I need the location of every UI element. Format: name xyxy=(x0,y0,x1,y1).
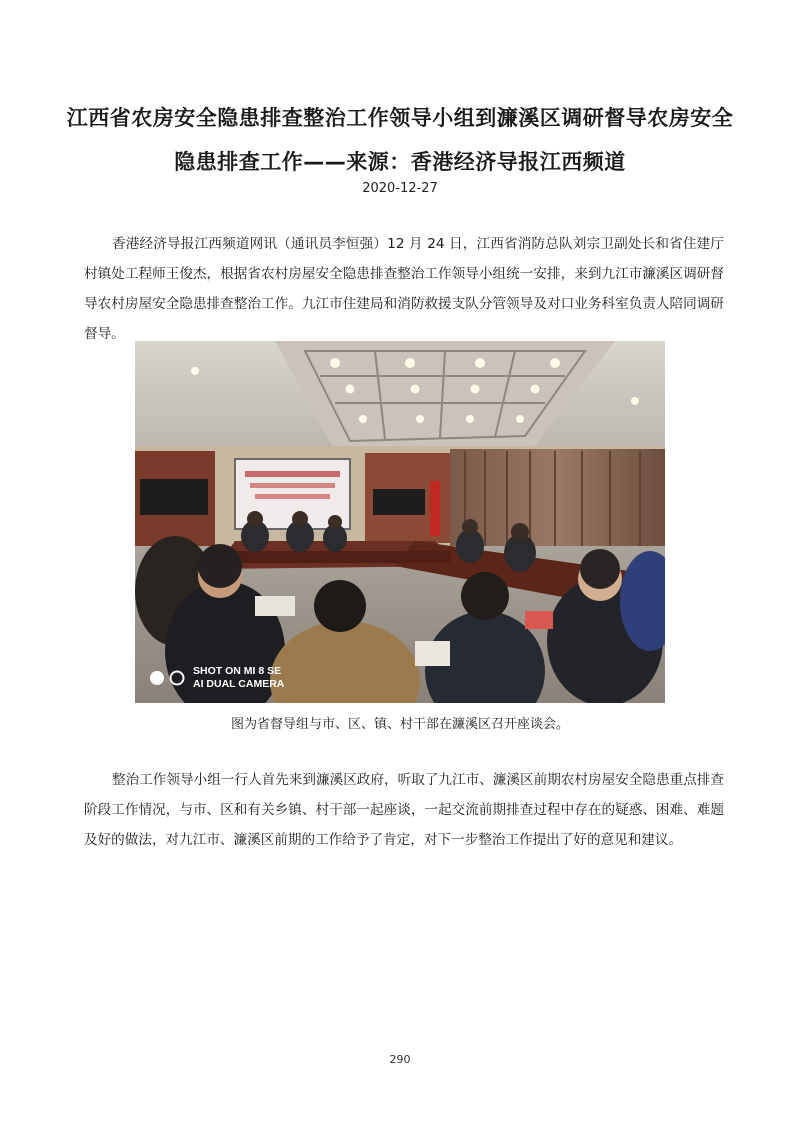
article-title-line-2: 隐患排查工作——来源：香港经济导报江西频道 xyxy=(174,150,626,174)
page-number: 290 xyxy=(389,1053,411,1066)
article-title-line-1: 江西省农房安全隐患排查整治工作领导小组到濂溪区调研督导农房安全 xyxy=(66,106,734,130)
article-paragraph-2: 整治工作领导小组一行人首先来到濂溪区政府，听取了九江市、濂溪区前期农村房屋安全隐患重点排查阶段工作情况，与市、区和有关乡镇、村干部一起座谈，一起交流前期排查过程中存在的疑惑、困难、难题及好的做法，对九江市、濂溪区前期的工作给予了肯定，对下一步整治工作提出了好的意见和建议。 xyxy=(84,772,724,848)
watermark-line-2: AI DUAL CAMERA xyxy=(193,678,285,690)
watermark-dot-icon xyxy=(150,671,164,685)
photo-caption: 图为省督导组与市、区、镇、村干部在濂溪区召开座谈会。 xyxy=(230,717,569,732)
article-date: 2020-12-27 xyxy=(362,181,438,196)
article-paragraph-1: 香港经济导报江西频道网讯（通讯员李恒强）12 月 24 日，江西省消防总队刘宗卫副处长和省住建厅村镇处工程师王俊杰，根据省农村房屋安全隐患排查整治工作领导小组统一安排，来到九江市濂溪区调研督导农村房屋安全隐患排查整治工作。九江市住建局和消防救援支队分管领导及对口业务科室负责人陪同调研督导。 xyxy=(84,236,724,342)
watermark-line-1: SHOT ON MI 8 SE xyxy=(193,665,282,677)
meeting-photo xyxy=(135,341,665,703)
